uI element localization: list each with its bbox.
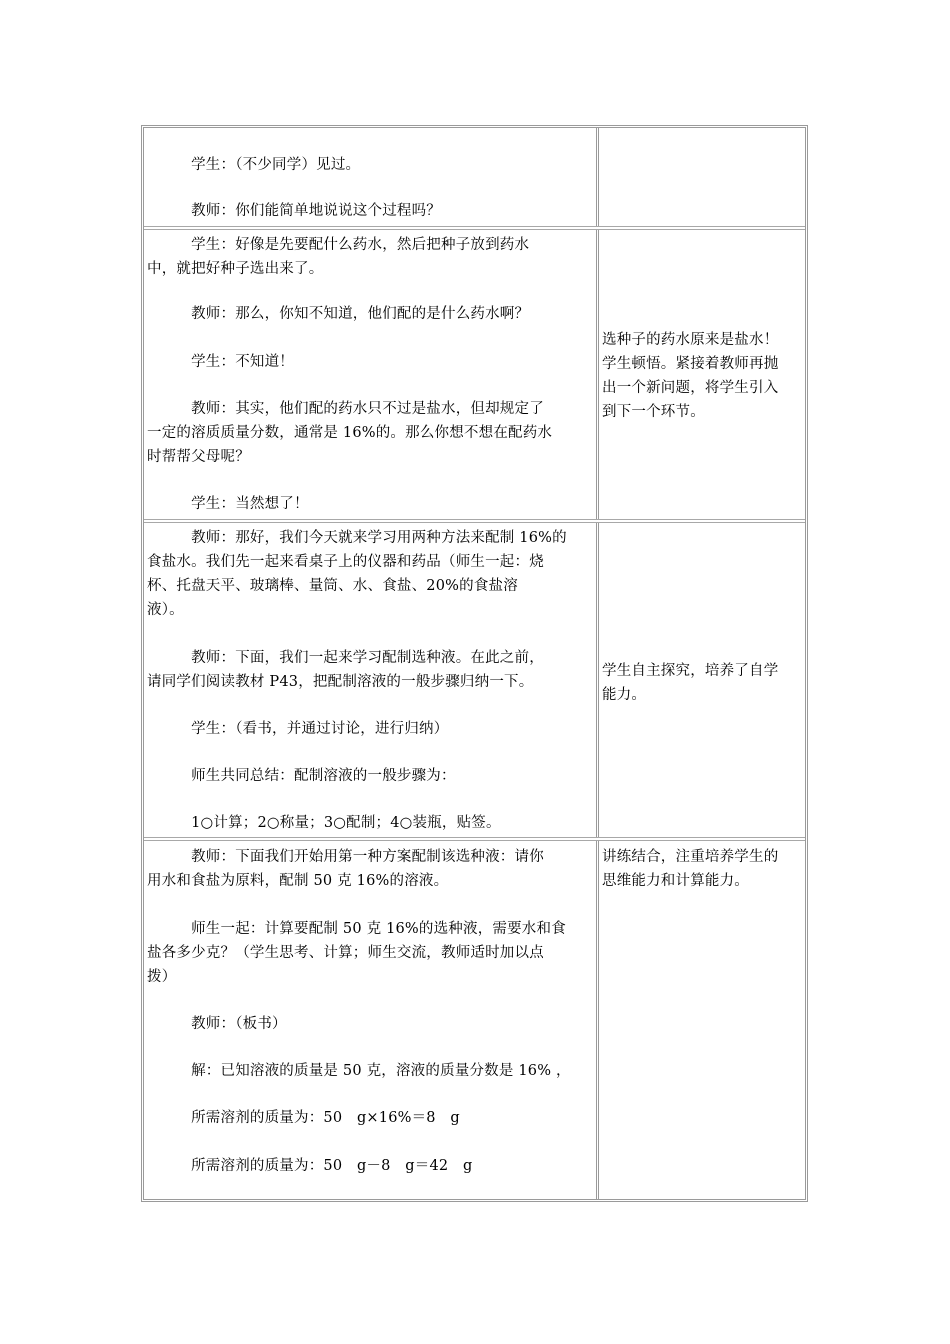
dialogue-line: 杯、托盘天平、玻璃棒、量筒、水、食盐、20%的食盐溶 [147,578,518,594]
comment-line: 出一个新问题，将学生引入 [602,380,779,396]
dialogue-line: 学生：好像是先要配什么药水，然后把种子放到药水 [147,237,530,253]
comment-cell [602,523,805,837]
table-row [144,837,805,1199]
dialogue-line: 师生一起：计算要配制 50 克 16%的选种液，需要水和食 [147,921,566,937]
dialogue-line: 教师：（板书） [147,1016,287,1032]
dialogue-line: 学生：不知道！ [147,354,294,370]
dialogue-line: 教师：其实，他们配的药水只不过是盐水，但却规定了 [147,401,544,417]
table-row [144,128,805,226]
dialogue-line: 所需溶剂的质量为：50 g－8 g＝42 g [147,1158,473,1174]
dialogue-cell [144,128,599,226]
dialogue-line: 师生共同总结：配制溶液的一般步骤为： [147,768,456,784]
dialogue-line: 盐各多少克？（学生思考、计算；师生交流，教师适时加以点 [147,945,544,961]
comment-line: 到下一个环节。 [602,404,705,420]
table-row [144,226,805,519]
comment-cell [602,230,805,519]
dialogue-line: 学生：当然想了！ [147,496,309,512]
comment-line: 学生顿悟。紧接着教师再抛 [602,356,779,372]
lesson-table [141,125,808,1202]
comment-cell [602,841,805,1199]
dialogue-line: 教师：那好，我们今天就来学习用两种方法来配制 16%的 [147,530,567,546]
dialogue-line: 用水和食盐为原料，配制 50 克 16%的溶液。 [147,873,449,889]
dialogue-line: 所需溶剂的质量为：50 g×16%＝8 g [147,1110,460,1126]
comment-line: 能力。 [602,687,647,703]
comment-line: 讲练结合，注重培养学生的 [602,849,779,865]
dialogue-line: 一定的溶质质量分数，通常是 16%的。那么你想不想在配药水 [147,425,553,441]
comment-line: 学生自主探究，培养了自学 [602,663,779,679]
dialogue-line: 教师：下面，我们一起来学习配制选种液。在此之前， [147,650,544,666]
dialogue-line: 教师：那么，你知不知道，他们配的是什么药水啊？ [147,306,530,322]
comment-line: 思维能力和计算能力。 [602,873,749,889]
dialogue-line: 学生：（看书，并通过讨论，进行归纳） [147,721,449,737]
comment-line: 选种子的药水原来是盐水！ [602,332,779,348]
table-row [144,519,805,837]
dialogue-line: 食盐水。我们先一起来看桌子上的仪器和药品（师生一起：烧 [147,554,544,570]
dialogue-line: 液）。 [147,602,184,618]
dialogue-line: 教师：你们能简单地说说这个过程吗？ [147,203,441,219]
dialogue-line: 请同学们阅读教材 P43，把配制溶液的一般步骤归纳一下。 [147,674,534,690]
dialogue-line: 中，就把好种子选出来了。 [147,261,324,277]
dialogue-line: 教师：下面我们开始用第一种方案配制该选种液：请你 [147,849,544,865]
dialogue-cell [144,841,599,1199]
dialogue-line: 学生：（不少同学）见过。 [147,157,361,173]
dialogue-line: 解：已知溶液的质量是 50 克，溶液的质量分数是 16% ， [147,1063,571,1079]
dialogue-line: 1○计算；2○称量；3○配制；4○装瓶，贴签。 [147,815,501,831]
dialogue-line: 时帮帮父母呢？ [147,449,250,465]
dialogue-cell [144,230,599,519]
dialogue-line: 拨） [147,969,177,985]
comment-cell [602,128,805,226]
dialogue-cell [144,523,599,837]
